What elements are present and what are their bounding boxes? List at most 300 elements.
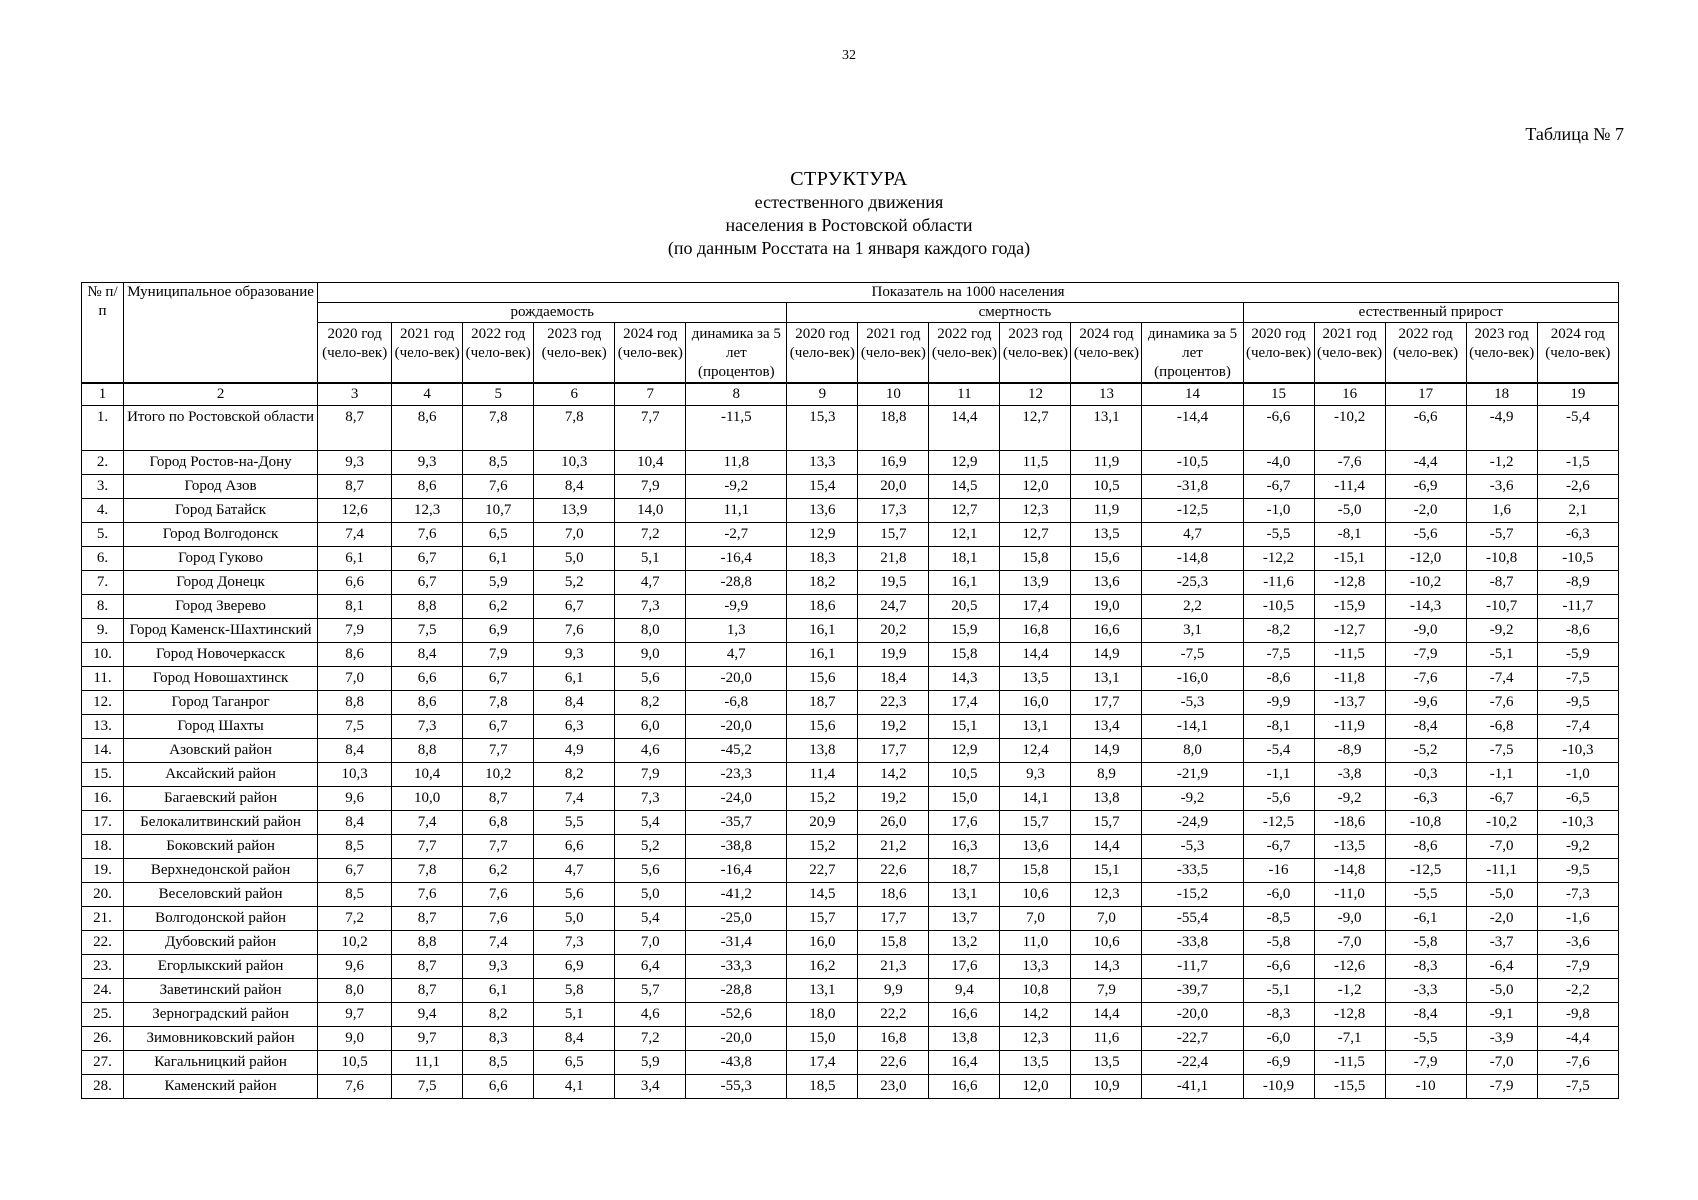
table-cell: -8,9 xyxy=(1314,739,1385,763)
table-cell: 14,4 xyxy=(1071,1003,1142,1027)
table-cell: 14,5 xyxy=(787,883,858,907)
table-cell: -20,0 xyxy=(1142,1003,1243,1027)
table-cell: -11,1 xyxy=(1466,859,1537,883)
table-cell: 8,0 xyxy=(1142,739,1243,763)
table-cell: 7,5 xyxy=(318,715,392,739)
table-cell: -10,8 xyxy=(1466,547,1537,571)
table-cell: -8,1 xyxy=(1314,523,1385,547)
table-cell: -8,4 xyxy=(1385,1003,1466,1027)
table-cell: 20,5 xyxy=(929,595,1000,619)
table-cell: 22,7 xyxy=(787,859,858,883)
header-year-col: 2021 год (чело-век) xyxy=(392,323,463,384)
row-number: 3. xyxy=(82,475,124,499)
header-group-natural-growth: естественный прирост xyxy=(1243,303,1618,323)
table-cell: -8,9 xyxy=(1537,571,1618,595)
table-cell: 7,6 xyxy=(318,1075,392,1099)
table-cell: 2,2 xyxy=(1142,595,1243,619)
table-cell: -22,4 xyxy=(1142,1051,1243,1075)
table-cell: 21,2 xyxy=(858,835,929,859)
table-cell: 6,7 xyxy=(392,547,463,571)
header-year-col: 2021 год (чело-век) xyxy=(1314,323,1385,384)
table-row xyxy=(82,406,1619,451)
table-cell: 12,0 xyxy=(1000,1075,1071,1099)
table-row xyxy=(82,811,1619,835)
table-cell: 10,5 xyxy=(929,763,1000,787)
table-cell: -23,3 xyxy=(686,763,787,787)
row-number: 21. xyxy=(82,907,124,931)
table-cell: -7,3 xyxy=(1537,883,1618,907)
table-cell: 13,6 xyxy=(1071,571,1142,595)
table-cell: 11,9 xyxy=(1071,499,1142,523)
table-cell: 15,8 xyxy=(1000,859,1071,883)
table-cell: -16,0 xyxy=(1142,667,1243,691)
table-cell: 15,6 xyxy=(787,667,858,691)
header-indicator: Показатель на 1000 населения xyxy=(318,283,1619,303)
table-cell: 8,9 xyxy=(1071,763,1142,787)
table-cell: 6,7 xyxy=(318,859,392,883)
table-cell: 15,2 xyxy=(787,787,858,811)
table-cell: 15,6 xyxy=(787,715,858,739)
table-cell: -7,0 xyxy=(1314,931,1385,955)
column-number: 8 xyxy=(686,383,787,406)
column-number: 11 xyxy=(929,383,1000,406)
table-cell: -6,0 xyxy=(1243,1027,1314,1051)
table-cell: -9,0 xyxy=(1385,619,1466,643)
table-cell: 7,9 xyxy=(615,763,686,787)
table-cell: -7,5 xyxy=(1537,1075,1618,1099)
table-cell: 14,2 xyxy=(858,763,929,787)
column-number: 19 xyxy=(1537,383,1618,406)
municipality-name: Город Гуково xyxy=(124,547,318,571)
table-cell: 12,7 xyxy=(929,499,1000,523)
table-cell: -45,2 xyxy=(686,739,787,763)
table-cell: 8,4 xyxy=(534,1027,615,1051)
table-cell: -11,5 xyxy=(686,406,787,451)
municipality-name: Азовский район xyxy=(124,739,318,763)
table-cell: 7,3 xyxy=(615,787,686,811)
table-cell: 10,3 xyxy=(534,451,615,475)
table-cell: 5,0 xyxy=(615,883,686,907)
table-cell: -18,6 xyxy=(1314,811,1385,835)
table-cell: -5,1 xyxy=(1243,979,1314,1003)
municipality-name: Город Шахты xyxy=(124,715,318,739)
table-cell: 10,4 xyxy=(615,451,686,475)
table-cell: -10,2 xyxy=(1314,406,1385,451)
table-row xyxy=(82,475,1619,499)
table-cell: -13,5 xyxy=(1314,835,1385,859)
table-cell: 15,2 xyxy=(787,835,858,859)
table-cell: 5,5 xyxy=(534,811,615,835)
table-cell: 12,9 xyxy=(787,523,858,547)
table-cell: 20,0 xyxy=(858,475,929,499)
table-cell: 6,6 xyxy=(463,1075,534,1099)
table-cell: -0,3 xyxy=(1385,763,1466,787)
table-cell: 8,0 xyxy=(615,619,686,643)
table-cell: 16,0 xyxy=(1000,691,1071,715)
table-cell: -24,9 xyxy=(1142,811,1243,835)
column-number: 2 xyxy=(124,383,318,406)
column-number: 12 xyxy=(1000,383,1071,406)
header-year-col: 2020 год (чело-век) xyxy=(318,323,392,384)
table-cell: 14,9 xyxy=(1071,739,1142,763)
table-cell: 5,8 xyxy=(534,979,615,1003)
table-cell: 7,0 xyxy=(1071,907,1142,931)
municipality-name: Город Азов xyxy=(124,475,318,499)
table-cell: -31,8 xyxy=(1142,475,1243,499)
table-cell: -2,0 xyxy=(1466,907,1537,931)
table-cell: 15,8 xyxy=(858,931,929,955)
table-cell: -6,6 xyxy=(1243,406,1314,451)
table-cell: -10,7 xyxy=(1466,595,1537,619)
column-number: 1 xyxy=(82,383,124,406)
header-year-col: 2020 год (чело-век) xyxy=(787,323,858,384)
table-cell: 19,9 xyxy=(858,643,929,667)
table-cell: 7,6 xyxy=(534,619,615,643)
table-cell: -5,0 xyxy=(1314,499,1385,523)
table-cell: 13,3 xyxy=(1000,955,1071,979)
table-cell: -12,8 xyxy=(1314,1003,1385,1027)
table-cell: -7,6 xyxy=(1385,667,1466,691)
table-cell: -6,9 xyxy=(1243,1051,1314,1075)
table-cell: -31,4 xyxy=(686,931,787,955)
table-cell: 7,8 xyxy=(463,691,534,715)
table-cell: 8,7 xyxy=(463,787,534,811)
table-cell: 14,1 xyxy=(1000,787,1071,811)
table-cell: -9,9 xyxy=(1243,691,1314,715)
table-cell: 8,7 xyxy=(318,475,392,499)
table-cell: 21,8 xyxy=(858,547,929,571)
row-number: 4. xyxy=(82,499,124,523)
table-row xyxy=(82,859,1619,883)
table-cell: 11,6 xyxy=(1071,1027,1142,1051)
table-cell: -12,8 xyxy=(1314,571,1385,595)
table-cell: 6,7 xyxy=(463,715,534,739)
table-cell: 15,7 xyxy=(787,907,858,931)
table-cell: -3,6 xyxy=(1466,475,1537,499)
municipality-name: Багаевский район xyxy=(124,787,318,811)
table-cell: 13,8 xyxy=(929,1027,1000,1051)
table-cell: -6,4 xyxy=(1466,955,1537,979)
table-cell: -4,4 xyxy=(1537,1027,1618,1051)
table-cell: 6,1 xyxy=(463,547,534,571)
table-cell: 8,6 xyxy=(392,475,463,499)
municipality-name: Веселовский район xyxy=(124,883,318,907)
table-cell: 5,4 xyxy=(615,907,686,931)
municipality-name: Верхнедонской район xyxy=(124,859,318,883)
table-row xyxy=(82,595,1619,619)
table-row xyxy=(82,883,1619,907)
table-cell: -25,3 xyxy=(1142,571,1243,595)
table-cell: 18,7 xyxy=(787,691,858,715)
table-cell: -6,9 xyxy=(1385,475,1466,499)
row-number: 14. xyxy=(82,739,124,763)
municipality-name: Город Ростов-на-Дону xyxy=(124,451,318,475)
table-cell: 21,3 xyxy=(858,955,929,979)
table-cell: 6,6 xyxy=(534,835,615,859)
table-cell: 2,1 xyxy=(1537,499,1618,523)
table-cell: 8,4 xyxy=(392,643,463,667)
table-cell: -12,5 xyxy=(1385,859,1466,883)
table-cell: -33,3 xyxy=(686,955,787,979)
municipality-name: Волгодонской район xyxy=(124,907,318,931)
table-cell: 6,9 xyxy=(534,955,615,979)
table-cell: -12,2 xyxy=(1243,547,1314,571)
table-cell: 12,7 xyxy=(1000,523,1071,547)
table-cell: -8,6 xyxy=(1243,667,1314,691)
subtitle-line: населения в Ростовской области xyxy=(725,215,973,235)
table-cell: -16,4 xyxy=(686,859,787,883)
table-cell: -10,9 xyxy=(1243,1075,1314,1099)
column-number: 5 xyxy=(463,383,534,406)
table-cell: 4,1 xyxy=(534,1075,615,1099)
table-cell: -5,1 xyxy=(1466,643,1537,667)
municipality-name: Зерноградский район xyxy=(124,1003,318,1027)
table-cell: 8,6 xyxy=(392,691,463,715)
header-year-col: 2022 год (чело-век) xyxy=(929,323,1000,384)
column-number: 16 xyxy=(1314,383,1385,406)
table-cell: 17,7 xyxy=(858,907,929,931)
table-cell: 7,8 xyxy=(463,406,534,451)
table-cell: 6,7 xyxy=(392,571,463,595)
table-cell: 7,4 xyxy=(392,811,463,835)
table-cell: -8,3 xyxy=(1385,955,1466,979)
table-cell: 3,1 xyxy=(1142,619,1243,643)
municipality-name: Аксайский район xyxy=(124,763,318,787)
table-row xyxy=(82,523,1619,547)
table-cell: 6,5 xyxy=(534,1051,615,1075)
table-cell: 9,6 xyxy=(318,955,392,979)
table-cell: -6,8 xyxy=(1466,715,1537,739)
row-number: 1. xyxy=(82,406,124,451)
table-cell: 8,7 xyxy=(318,406,392,451)
header-group-births: рождаемость xyxy=(318,303,787,323)
table-cell: 6,9 xyxy=(463,619,534,643)
table-cell: 24,7 xyxy=(858,595,929,619)
table-cell: -11,5 xyxy=(1314,1051,1385,1075)
table-cell: -6,1 xyxy=(1385,907,1466,931)
table-cell: 10,7 xyxy=(463,499,534,523)
table-cell: 11,4 xyxy=(787,763,858,787)
table-cell: 9,7 xyxy=(318,1003,392,1027)
table-cell: -5,5 xyxy=(1243,523,1314,547)
table-cell: 7,0 xyxy=(534,523,615,547)
table-cell: 12,1 xyxy=(929,523,1000,547)
table-cell: 13,6 xyxy=(787,499,858,523)
table-cell: 10,4 xyxy=(392,763,463,787)
table-cell: 8,4 xyxy=(534,691,615,715)
table-cell: -9,1 xyxy=(1466,1003,1537,1027)
table-cell: -10,5 xyxy=(1243,595,1314,619)
table-cell: -8,6 xyxy=(1385,835,1466,859)
table-cell: -9,5 xyxy=(1537,859,1618,883)
table-cell: 7,5 xyxy=(392,619,463,643)
table-cell: 7,7 xyxy=(615,406,686,451)
table-cell: 10,5 xyxy=(1071,475,1142,499)
table-cell: -6,0 xyxy=(1243,883,1314,907)
table-cell: 7,2 xyxy=(615,1027,686,1051)
table-cell: -33,5 xyxy=(1142,859,1243,883)
row-number: 7. xyxy=(82,571,124,595)
row-number: 16. xyxy=(82,787,124,811)
table-cell: 12,3 xyxy=(392,499,463,523)
table-cell: 12,9 xyxy=(929,451,1000,475)
table-cell: 9,6 xyxy=(318,787,392,811)
table-cell: 9,0 xyxy=(318,1027,392,1051)
row-number: 20. xyxy=(82,883,124,907)
table-cell: -3,7 xyxy=(1466,931,1537,955)
table-cell: 10,0 xyxy=(392,787,463,811)
table-cell: 14,0 xyxy=(615,499,686,523)
table-cell: -14,1 xyxy=(1142,715,1243,739)
municipality-name: Город Каменск-Шахтинский xyxy=(124,619,318,643)
table-cell: -11,9 xyxy=(1314,715,1385,739)
table-cell: 6,5 xyxy=(463,523,534,547)
table-cell: -5,4 xyxy=(1537,406,1618,451)
table-cell: -5,0 xyxy=(1466,883,1537,907)
table-cell: -38,8 xyxy=(686,835,787,859)
table-row xyxy=(82,451,1619,475)
municipality-name: Город Новошахтинск xyxy=(124,667,318,691)
header-year-col: 2022 год (чело-век) xyxy=(1385,323,1466,384)
table-cell: 16,3 xyxy=(929,835,1000,859)
table-cell: -7,5 xyxy=(1142,643,1243,667)
table-row xyxy=(82,1003,1619,1027)
table-cell: -5,8 xyxy=(1243,931,1314,955)
table-cell: 13,1 xyxy=(929,883,1000,907)
table-cell: 4,7 xyxy=(534,859,615,883)
table-row xyxy=(82,691,1619,715)
municipality-name: Боковский район xyxy=(124,835,318,859)
table-cell: 6,2 xyxy=(463,859,534,883)
table-cell: -52,6 xyxy=(686,1003,787,1027)
table-cell: -7,1 xyxy=(1314,1027,1385,1051)
table-cell: -7,9 xyxy=(1385,643,1466,667)
table-cell: 5,6 xyxy=(615,859,686,883)
table-cell: 7,9 xyxy=(318,619,392,643)
table-cell: 8,3 xyxy=(463,1027,534,1051)
table-cell: 13,8 xyxy=(1071,787,1142,811)
table-cell: -20,0 xyxy=(686,715,787,739)
table-cell: -7,0 xyxy=(1466,1051,1537,1075)
table-cell: 9,9 xyxy=(858,979,929,1003)
table-cell: -9,8 xyxy=(1537,1003,1618,1027)
table-cell: 7,9 xyxy=(615,475,686,499)
table-cell: 13,1 xyxy=(1071,406,1142,451)
row-number: 15. xyxy=(82,763,124,787)
table-cell: 18,3 xyxy=(787,547,858,571)
table-cell: 6,7 xyxy=(463,667,534,691)
table-cell: 19,0 xyxy=(1071,595,1142,619)
table-row xyxy=(82,787,1619,811)
table-cell: -1,2 xyxy=(1314,979,1385,1003)
table-cell: 13,9 xyxy=(534,499,615,523)
table-cell: -6,7 xyxy=(1243,475,1314,499)
municipality-name: Белокалитвинский район xyxy=(124,811,318,835)
table-cell: -8,3 xyxy=(1243,1003,1314,1027)
table-cell: 1,6 xyxy=(1466,499,1537,523)
column-number: 7 xyxy=(615,383,686,406)
table-cell: 6,1 xyxy=(463,979,534,1003)
table-cell: -24,0 xyxy=(686,787,787,811)
column-number: 13 xyxy=(1071,383,1142,406)
table-cell: 13,5 xyxy=(1000,667,1071,691)
table-cell: 12,3 xyxy=(1071,883,1142,907)
table-cell: -8,6 xyxy=(1537,619,1618,643)
table-cell: 5,6 xyxy=(615,667,686,691)
table-cell: -8,2 xyxy=(1243,619,1314,643)
table-cell: -3,8 xyxy=(1314,763,1385,787)
table-cell: 11,0 xyxy=(1000,931,1071,955)
table-cell: 10,8 xyxy=(1000,979,1071,1003)
table-cell: -7,5 xyxy=(1537,667,1618,691)
table-row xyxy=(82,619,1619,643)
table-cell: -5,5 xyxy=(1385,883,1466,907)
table-cell: 8,2 xyxy=(534,763,615,787)
table-cell: 7,0 xyxy=(615,931,686,955)
header-year-col: 2022 год (чело-век) xyxy=(463,323,534,384)
table-cell: 15,9 xyxy=(929,619,1000,643)
table-cell: 12,3 xyxy=(1000,1027,1071,1051)
row-number: 12. xyxy=(82,691,124,715)
table-cell: 15,7 xyxy=(1071,811,1142,835)
table-cell: 19,5 xyxy=(858,571,929,595)
table-cell: -21,9 xyxy=(1142,763,1243,787)
title-block xyxy=(0,168,1698,260)
table-cell: -43,8 xyxy=(686,1051,787,1075)
table-cell: -12,5 xyxy=(1142,499,1243,523)
municipality-name: Итого по Ростовской области xyxy=(124,406,318,451)
table-cell: -7,9 xyxy=(1537,955,1618,979)
header-year-col: 2023 год (чело-век) xyxy=(534,323,615,384)
column-number: 3 xyxy=(318,383,392,406)
table-cell: 6,4 xyxy=(615,955,686,979)
table-cell: 15,1 xyxy=(1071,859,1142,883)
table-cell: 14,3 xyxy=(1071,955,1142,979)
table-cell: 8,4 xyxy=(318,811,392,835)
table-cell: 7,4 xyxy=(534,787,615,811)
table-cell: -7,9 xyxy=(1466,1075,1537,1099)
table-cell: -9,2 xyxy=(1314,787,1385,811)
natural-movement-table xyxy=(81,282,1619,1099)
table-cell: 26,0 xyxy=(858,811,929,835)
table-cell: 7,7 xyxy=(463,835,534,859)
municipality-name: Город Зверево xyxy=(124,595,318,619)
table-cell: -8,7 xyxy=(1466,571,1537,595)
municipality-name: Зимовниковский район xyxy=(124,1027,318,1051)
table-cell: 11,1 xyxy=(392,1051,463,1075)
header-group-deaths: смертность xyxy=(787,303,1243,323)
table-cell: -7,5 xyxy=(1243,643,1314,667)
table-cell: 14,4 xyxy=(1071,835,1142,859)
table-cell: -12,5 xyxy=(1243,811,1314,835)
table-cell: -16 xyxy=(1243,859,1314,883)
table-cell: 15,8 xyxy=(1000,547,1071,571)
table-cell: 9,4 xyxy=(929,979,1000,1003)
table-cell: -9,2 xyxy=(1537,835,1618,859)
table-cell: 14,9 xyxy=(1071,643,1142,667)
table-cell: -5,5 xyxy=(1385,1027,1466,1051)
table-cell: -4,4 xyxy=(1385,451,1466,475)
table-cell: -5,0 xyxy=(1466,979,1537,1003)
row-number: 2. xyxy=(82,451,124,475)
table-cell: 17,7 xyxy=(1071,691,1142,715)
table-cell: -6,3 xyxy=(1385,787,1466,811)
table-cell: 16,1 xyxy=(787,643,858,667)
table-cell: 8,7 xyxy=(392,955,463,979)
table-cell: 8,8 xyxy=(392,931,463,955)
table-cell: -1,0 xyxy=(1537,763,1618,787)
table-cell: -7,0 xyxy=(1466,835,1537,859)
